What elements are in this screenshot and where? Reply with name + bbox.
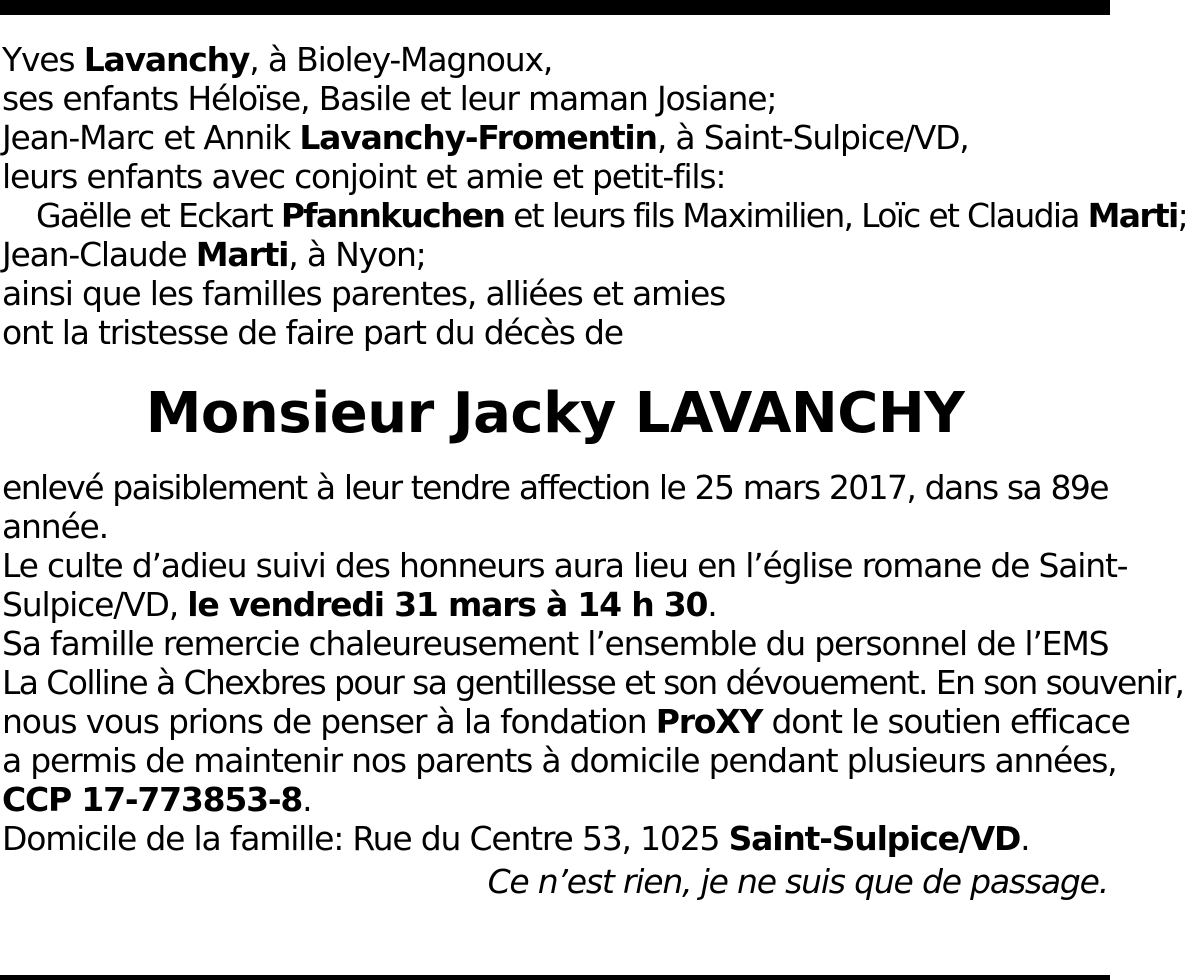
closing-quote: Ce n’est rien, je ne suis que de passage. <box>487 862 1108 901</box>
surname: Marti <box>1087 196 1178 235</box>
body-line: Sulpice/VD, le vendredi 31 mars à 14 h 30. <box>2 585 717 624</box>
family-address: Domicile de la famille: Rue du Centre 53, 1025 Saint-Sulpice/VD. <box>2 819 1030 858</box>
ceremony-date: le vendredi 31 mars à 14 h 30 <box>187 585 708 624</box>
deceased-name: Monsieur Jacky LAVANCHY <box>145 381 965 446</box>
family-line-3: Jean-Marc et Annik Lavanchy-Fromentin, à Saint-Sulpice/VD, <box>2 118 969 157</box>
family-line-1: Yves Lavanchy, à Bioley-Magnoux, <box>2 40 553 79</box>
bottom-rule <box>0 975 1110 980</box>
body-line: Le culte d’adieu suivi des honneurs aura lieu en l’église romane de Saint- <box>2 546 1128 585</box>
foundation-name: ProXY <box>655 702 763 741</box>
family-line-8: ont la tristesse de faire part du décès de <box>2 313 623 352</box>
surname: Lavanchy-Fromentin <box>299 118 657 157</box>
obituary-notice <box>2 40 1187 901</box>
family-line-2: ses enfants Héloïse, Basile et leur maman Josiane; <box>2 79 777 118</box>
address-town: Saint-Sulpice/VD <box>728 819 1021 858</box>
top-rule <box>0 0 1110 15</box>
body-line: La Colline à Chexbres pour sa gentillesse et son dévouement. En son souvenir, <box>2 663 1184 702</box>
body-line: CCP 17-773853-8. <box>2 780 312 819</box>
family-line-7: ainsi que les familles parentes, alliées et amies <box>2 274 726 313</box>
surname: Lavanchy <box>83 40 250 79</box>
body-line: a permis de maintenir nos parents à domicile pendant plusieurs années, <box>2 741 1117 780</box>
family-line-4: leurs enfants avec conjoint et amie et petit-fils: <box>2 157 726 196</box>
body-line: enlevé paisiblement à leur tendre affection le 25 mars 2017, dans sa 89e <box>2 468 1108 507</box>
body-line: année. <box>2 507 108 546</box>
body-line: Sa famille remercie chaleureusement l’ensemble du personnel de l’EMS <box>2 624 1109 663</box>
body-line: nous vous prions de penser à la fondation ProXY dont le soutien efficace <box>2 702 1130 741</box>
family-line-6: Jean-Claude Marti, à Nyon; <box>2 235 426 274</box>
surname: Pfannkuchen <box>280 196 505 235</box>
family-line-5: Gaëlle et Eckart Pfannkuchen et leurs fils Maximilien, Loïc et Claudia Marti; <box>36 196 1187 235</box>
postal-account: CCP 17-773853-8 <box>2 780 303 819</box>
surname: Marti <box>195 235 289 274</box>
